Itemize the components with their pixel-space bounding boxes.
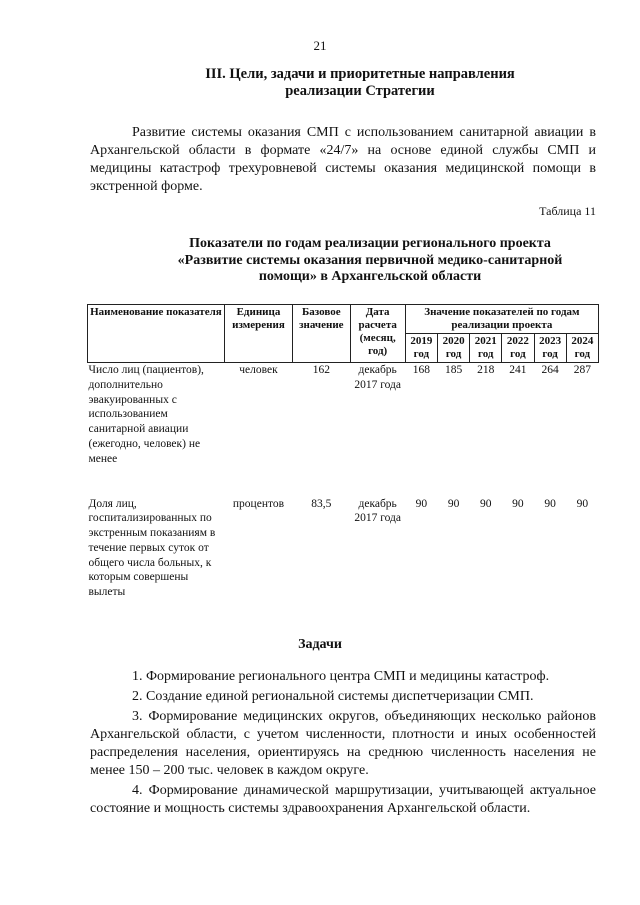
section-title-line-2: реализации Стратегии <box>285 83 435 99</box>
row-indicator-name: Число лиц (пациентов), дополнительно эвакуированных с использованием санитарной авиации (ежегодно, человек) не менее <box>88 364 204 465</box>
row-date: декабрь 2017 года <box>354 497 401 525</box>
row-value-2020: 90 <box>447 497 460 510</box>
row-value-2021: 218 <box>477 364 495 376</box>
row-base-value: 162 <box>312 364 330 376</box>
row-indicator-name: Доля лиц, госпитализированных по экстренным показаниям в течение первых суток от общего числа больных, к которым совершены вылеты <box>88 497 216 599</box>
row-unit: процентов <box>232 497 285 510</box>
header-year: 2019 год <box>405 334 437 363</box>
row-value-2024: 90 <box>576 497 589 510</box>
row-value-2023: 90 <box>544 497 556 510</box>
intro-paragraph: Развитие системы оказания СМП с использованием санитарной авиации в Архангельской области в формате «24/7» на основе единой службы СМП и медицины катастроф трехуровневой системы оказания медицинской помощи в экстренной форме. <box>90 125 596 194</box>
table-row <box>88 363 599 497</box>
task-item: 4. Формирование динамической маршрутизации, учитывающей актуальное состояние и мощность системы здравоохранения Архангельской области. <box>90 783 596 816</box>
row-date: декабрь 2017 года <box>354 364 401 391</box>
table-title-line-1: Показатели по годам реализации регионального проекта <box>189 236 551 251</box>
table-title-line-2: «Развитие системы оказания первичной медико-санитарной <box>177 252 563 268</box>
table-title-line-3: помощи» в Архангельской области <box>258 269 482 284</box>
task-item: 3. Формирование медицинских округов, объединяющих несколько районов Архангельской области, с учетом численности, плотности и иных особенностей распределения населения, ориентируясь на среднюю численность населения не менее 150 – 200 тыс. человек в каждом округе. <box>90 709 596 778</box>
row-value-2019: 168 <box>412 364 431 376</box>
row-unit: человек <box>239 364 278 376</box>
row-value-2023: 264 <box>541 364 559 376</box>
table-row <box>88 497 599 617</box>
tasks-list <box>90 668 596 818</box>
section-title-line-1: III. Цели, задачи и приоритетные направления <box>205 66 515 82</box>
task-item: 1. Формирование регионального центра СМП и медицины катастроф. <box>132 669 550 684</box>
row-value-2020: 185 <box>444 364 463 376</box>
row-value-2022: 241 <box>509 364 527 376</box>
header-year: 2022 год <box>502 334 534 363</box>
header-year: 2021 год <box>470 334 502 363</box>
indicators-table <box>87 304 599 617</box>
row-value-2022: 90 <box>512 497 524 510</box>
header-year: 2020 год <box>437 334 469 363</box>
row-value-2024: 287 <box>573 364 591 376</box>
task-item: 2. Создание единой региональной системы диспетчеризации СМП. <box>132 689 534 704</box>
table-title <box>140 236 600 286</box>
header-values-by-year: Значение показателей по годам реализации проекта <box>405 305 598 334</box>
section-title <box>110 66 610 100</box>
tasks-title: Задачи <box>298 637 342 652</box>
header-base: Базовое значение <box>293 305 350 363</box>
header-unit: Единица измерения <box>224 305 292 363</box>
table-caption: Таблица 11 <box>539 204 596 218</box>
header-name: Наименование показателя <box>88 305 225 363</box>
row-value-2019: 90 <box>415 497 428 510</box>
header-year: 2024 год <box>566 334 598 363</box>
row-base-value: 83,5 <box>311 497 332 510</box>
page-number: 21 <box>313 38 327 53</box>
row-value-2021: 90 <box>479 497 492 510</box>
header-date: Дата расчета (месяц, год) <box>350 305 405 363</box>
header-year: 2023 год <box>534 334 566 363</box>
